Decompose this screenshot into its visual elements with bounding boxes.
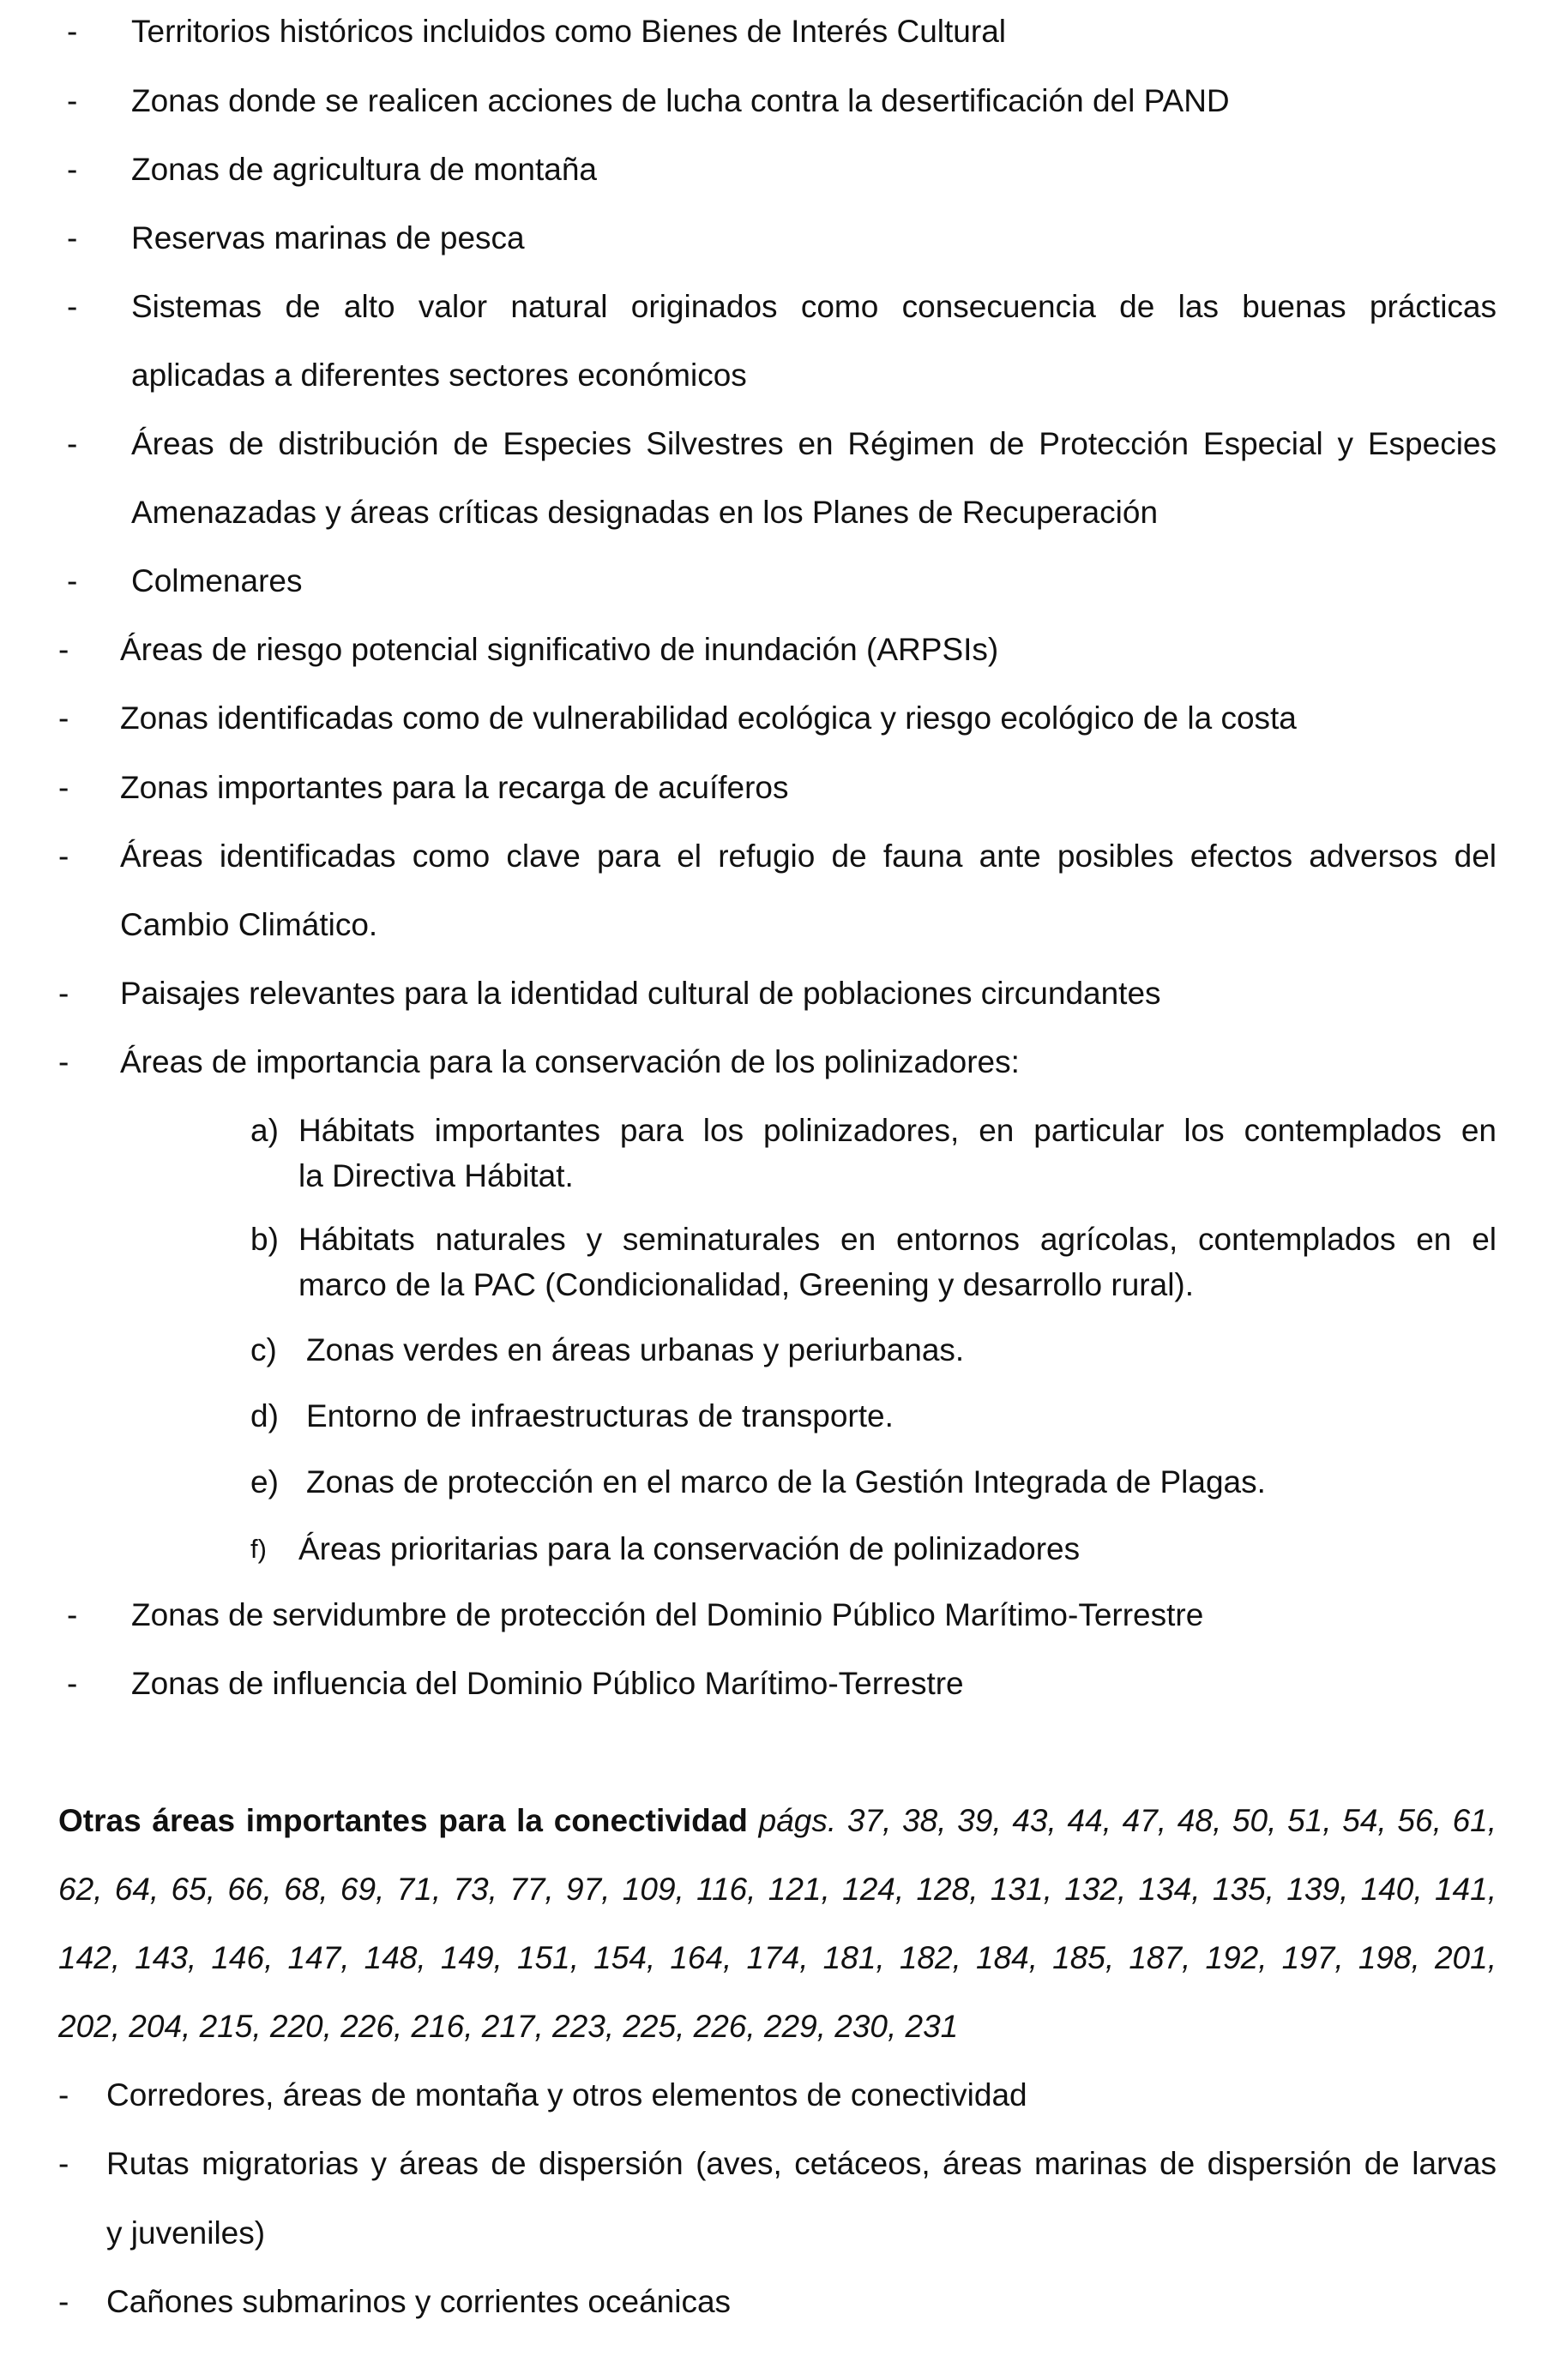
list-item: Zonas donde se realicen acciones de lucha contra la desertificación del PAND xyxy=(131,83,1230,118)
sublist-item-line: Entorno de infraestructuras de transporte. xyxy=(306,1398,894,1433)
sublist-marker: e) xyxy=(250,1464,279,1500)
section-heading-line xyxy=(58,1802,1497,1840)
bullet-dash: - xyxy=(67,14,78,49)
bullet-dash: - xyxy=(67,220,78,255)
list-item: Áreas de riesgo potencial significativo de inundación (ARPSIs) xyxy=(120,632,999,667)
bullet-dash: - xyxy=(58,700,69,736)
list-item: Zonas identificadas como de vulnerabilidad ecológica y riesgo ecológico de la costa xyxy=(120,700,1297,736)
sublist-marker: d) xyxy=(250,1398,279,1433)
bullet-dash: - xyxy=(67,289,78,324)
list-item: Zonas de agricultura de montaña xyxy=(131,152,598,187)
sublist-marker: c) xyxy=(250,1332,277,1367)
sublist-item-line: marco de la PAC (Condicionalidad, Greening y desarrollo rural). xyxy=(298,1267,1195,1302)
list-item-line: Áreas de distribución de Especies Silvestres en Régimen de Protección Especial y Especies xyxy=(131,426,1497,461)
bullet-dash: - xyxy=(67,1597,78,1632)
bullet-dash: - xyxy=(58,1044,69,1079)
section-heading: Otras áreas importantes para la conectividad xyxy=(58,1803,748,1838)
bullet-dash: - xyxy=(67,1666,78,1701)
sublist-item-line: la Directiva Hábitat. xyxy=(298,1158,574,1193)
sublist-marker: a) xyxy=(250,1113,279,1148)
list-item-line: Rutas migratorias y áreas de dispersión (aves, cetáceos, áreas marinas de dispersión de larvas xyxy=(106,2146,1497,2181)
list-item-line: y juveniles) xyxy=(106,2215,266,2251)
list-item: Paisajes relevantes para la identidad cultural de poblaciones circundantes xyxy=(120,976,1161,1011)
list-item: Reservas marinas de pesca xyxy=(131,220,525,255)
bullet-dash: - xyxy=(58,976,69,1011)
bullet-dash: - xyxy=(58,2146,69,2181)
list-item-line: Áreas identificadas como clave para el refugio de fauna ante posibles efectos adversos del xyxy=(120,838,1497,874)
page-references-line: 202, 204, 215, 220, 226, 216, 217, 223, 225, 226, 229, 230, 231 xyxy=(58,2009,959,2044)
bullet-dash: - xyxy=(58,2077,69,2113)
bullet-dash: - xyxy=(58,632,69,667)
list-item: Corredores, áreas de montaña y otros elementos de conectividad xyxy=(106,2077,1027,2113)
sublist-item-line: Áreas prioritarias para la conservación de polinizadores xyxy=(298,1531,1081,1566)
list-item-line: Amenazadas y áreas críticas designadas en los Planes de Recuperación xyxy=(131,495,1159,530)
sublist-item-line: Zonas verdes en áreas urbanas y periurbanas. xyxy=(306,1332,965,1367)
bullet-dash: - xyxy=(58,2284,69,2319)
sublist-item-line: Zonas de protección en el marco de la Gestión Integrada de Plagas. xyxy=(306,1464,1266,1500)
page-references-line: 142, 143, 146, 147, 148, 149, 151, 154, 164, 174, 181, 182, 184, 185, 187, 192, 197, 198, 201, xyxy=(58,1940,1497,1975)
sublist-marker: f) xyxy=(250,1534,267,1564)
list-item: Zonas de influencia del Dominio Público Marítimo-Terrestre xyxy=(131,1666,964,1701)
list-item: Zonas importantes para la recarga de acuíferos xyxy=(120,770,789,805)
list-item: Zonas de servidumbre de protección del Dominio Público Marítimo-Terrestre xyxy=(131,1597,1204,1632)
list-item-line: aplicadas a diferentes sectores económicos xyxy=(131,358,747,393)
sublist-item-line: Hábitats importantes para los polinizadores, en particular los contemplados en xyxy=(298,1113,1497,1148)
bullet-dash: - xyxy=(67,426,78,461)
list-item: Territorios históricos incluidos como Bienes de Interés Cultural xyxy=(131,14,1006,49)
list-item-line: Sistemas de alto valor natural originados como consecuencia de las buenas prácticas xyxy=(131,289,1497,324)
list-item: Colmenares xyxy=(131,563,303,598)
sublist-item-line: Hábitats naturales y seminaturales en entornos agrícolas, contemplados en el xyxy=(298,1222,1497,1257)
list-item: Áreas de importancia para la conservación de los polinizadores: xyxy=(120,1044,1020,1079)
page-references: págs. 37, 38, 39, 43, 44, 47, 48, 50, 51, 54, 56, 61, xyxy=(758,1803,1497,1838)
bullet-dash: - xyxy=(58,770,69,805)
page-references-line: 62, 64, 65, 66, 68, 69, 71, 73, 77, 97, 109, 116, 121, 124, 128, 131, 132, 134, 135, 139, 140, 141, xyxy=(58,1872,1497,1907)
bullet-dash: - xyxy=(67,563,78,598)
list-item-line: Cambio Climático. xyxy=(120,907,378,942)
bullet-dash: - xyxy=(67,83,78,118)
sublist-marker: b) xyxy=(250,1222,279,1257)
bullet-dash: - xyxy=(67,152,78,187)
bullet-dash: - xyxy=(58,838,69,874)
list-item: Cañones submarinos y corrientes oceánicas xyxy=(106,2284,732,2319)
